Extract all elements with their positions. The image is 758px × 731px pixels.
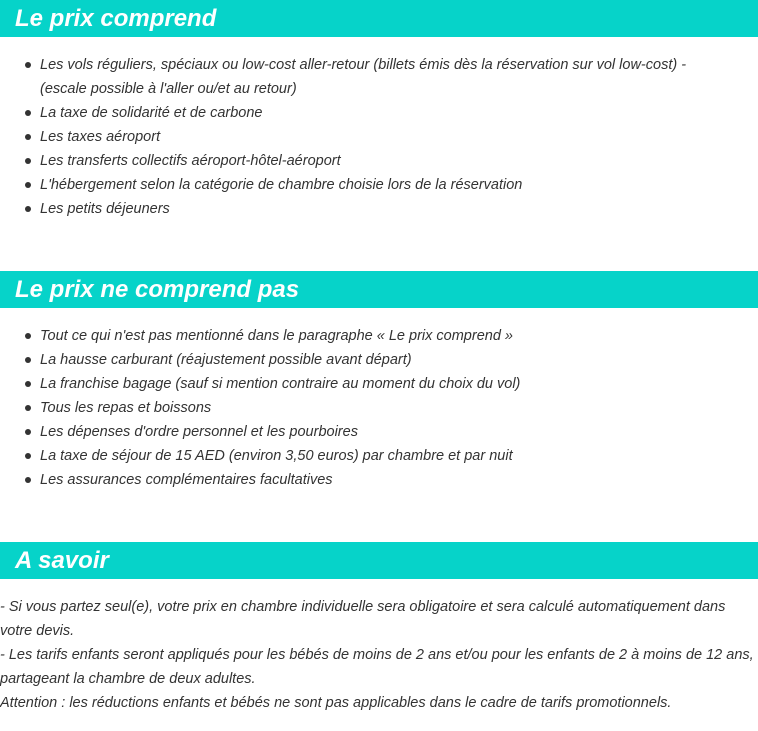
bullet-icon xyxy=(25,453,31,459)
list-item-text: Les assurances complémentaires facultatives xyxy=(40,472,333,488)
not-included-list xyxy=(0,324,758,492)
bullet-icon xyxy=(25,62,31,68)
list-item xyxy=(0,53,758,101)
list-item xyxy=(0,420,758,444)
list-item-text: La taxe de solidarité et de carbone xyxy=(40,105,263,121)
section-title-a-savoir: A savoir xyxy=(0,542,758,579)
list-item-text: Les vols réguliers, spéciaux ou low-cost aller-retour (billets émis dès la réservation sur vol low-cost) - (escale possible à l'aller ou/et au retour) xyxy=(40,57,687,97)
bullet-icon xyxy=(25,477,31,483)
list-item-text: Les transferts collectifs aéroport-hôtel-aéroport xyxy=(40,153,341,169)
section-title-not-included: Le prix ne comprend pas xyxy=(0,271,758,308)
list-item xyxy=(0,125,758,149)
list-item xyxy=(0,173,758,197)
bullet-icon xyxy=(25,357,31,363)
bullet-icon xyxy=(25,134,31,140)
info-paragraph: - Les tarifs enfants seront appliqués pour les bébés de moins de 2 ans et/ou pour les enfants de 2 à moins de 12 ans, partageant la chambre de deux adultes. xyxy=(0,647,754,687)
list-item-text: Les petits déjeuners xyxy=(40,201,170,217)
bullet-icon xyxy=(25,206,31,212)
list-item xyxy=(0,348,758,372)
list-item xyxy=(0,101,758,125)
info-paragraph: Attention : les réductions enfants et bébés ne sont pas applicables dans le cadre de tarifs promotionnels. xyxy=(0,695,672,711)
bullet-icon xyxy=(25,381,31,387)
bullet-icon xyxy=(25,333,31,339)
bullet-icon xyxy=(25,182,31,188)
list-item-text: L'hébergement selon la catégorie de chambre choisie lors de la réservation xyxy=(40,177,523,193)
list-item xyxy=(0,468,758,492)
included-list xyxy=(0,53,758,221)
list-item xyxy=(0,197,758,221)
list-item xyxy=(0,324,758,348)
list-item-text: La hausse carburant (réajustement possible avant départ) xyxy=(40,352,412,368)
list-item xyxy=(0,372,758,396)
list-item-text: Tout ce qui n'est pas mentionné dans le paragraphe « Le prix comprend » xyxy=(40,328,513,344)
list-item-text: La franchise bagage (sauf si mention contraire au moment du choix du vol) xyxy=(40,376,521,392)
bullet-icon xyxy=(25,429,31,435)
info-paragraph: - Si vous partez seul(e), votre prix en chambre individuelle sera obligatoire et sera calculé automatiquement dans votre devis. xyxy=(0,599,726,639)
list-item xyxy=(0,444,758,468)
bullet-icon xyxy=(25,405,31,411)
bullet-icon xyxy=(25,110,31,116)
list-item xyxy=(0,149,758,173)
list-item-text: La taxe de séjour de 15 AED (environ 3,50 euros) par chambre et par nuit xyxy=(40,448,513,464)
section-title-included: Le prix comprend xyxy=(0,0,758,37)
a-savoir-text xyxy=(0,595,758,715)
list-item-text: Tous les repas et boissons xyxy=(40,400,212,416)
list-item-text: Les taxes aéroport xyxy=(40,129,161,145)
list-item-text: Les dépenses d'ordre personnel et les pourboires xyxy=(40,424,358,440)
bullet-icon xyxy=(25,158,31,164)
list-item xyxy=(0,396,758,420)
